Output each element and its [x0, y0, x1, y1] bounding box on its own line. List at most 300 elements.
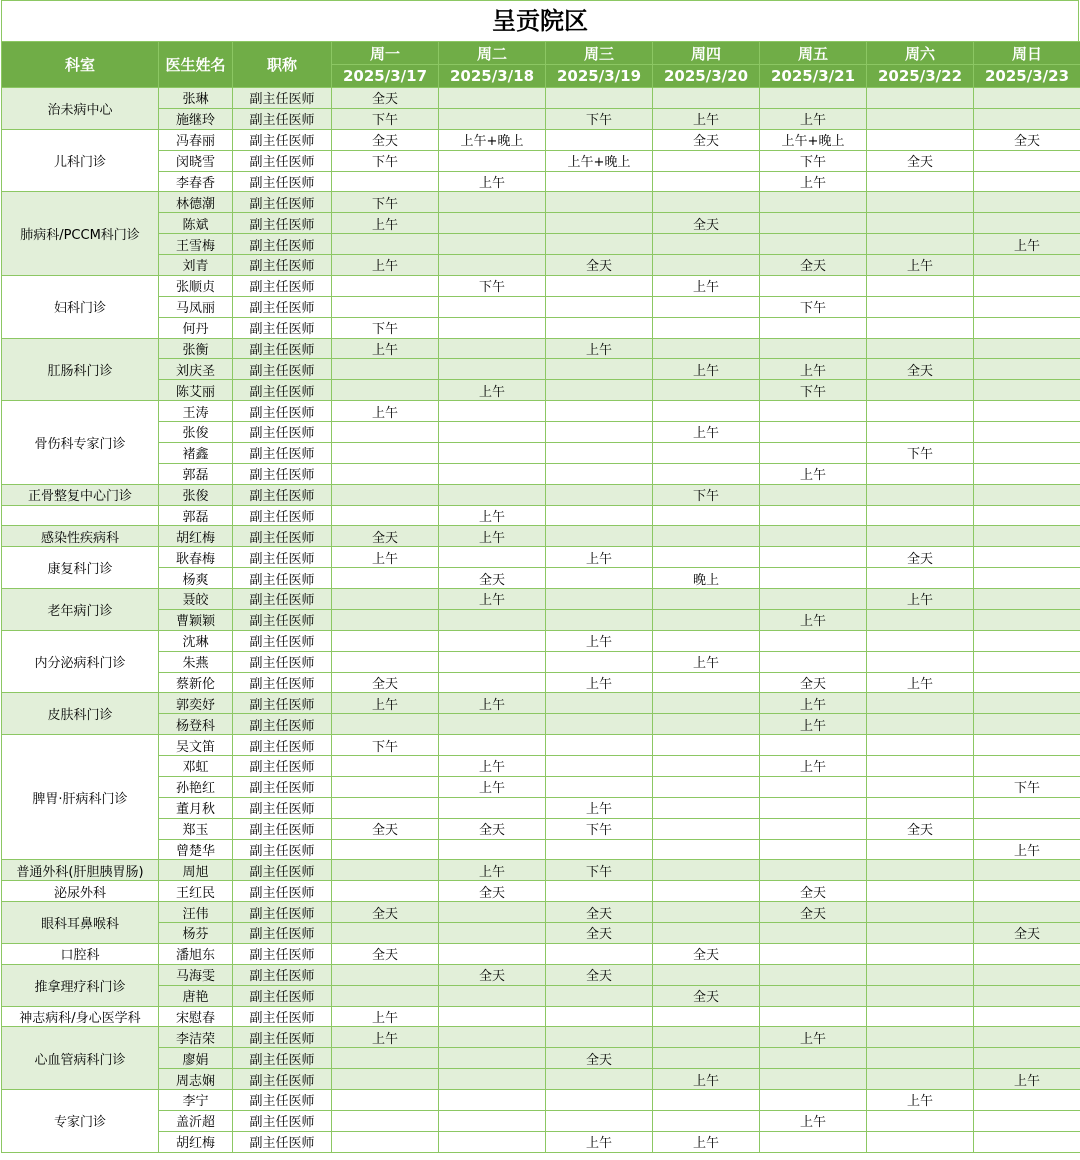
schedule-cell [760, 192, 867, 213]
schedule-cell [439, 234, 546, 255]
doctor-name-cell: 李洁荣 [159, 1027, 233, 1048]
schedule-cell [332, 380, 439, 401]
schedule-cell [867, 735, 974, 756]
table-row [2, 568, 1080, 589]
table-row [2, 756, 1080, 777]
schedule-cell: 上午 [332, 338, 439, 359]
schedule-cell [332, 964, 439, 985]
schedule-cell: 全天 [867, 359, 974, 380]
schedule-cell [332, 797, 439, 818]
schedule-cell [974, 88, 1080, 109]
doctor-name-cell: 曹颖颖 [159, 609, 233, 630]
schedule-cell: 全天 [439, 964, 546, 985]
schedule-cell [653, 255, 760, 276]
schedule-cell [974, 902, 1080, 923]
schedule-cell [546, 234, 653, 255]
schedule-cell [760, 839, 867, 860]
table-row [2, 818, 1080, 839]
schedule-cell [974, 756, 1080, 777]
schedule-cell [760, 1048, 867, 1069]
department-cell: 神志病科/身心医学科 [2, 1006, 159, 1027]
schedule-cell [974, 1110, 1080, 1131]
doctor-name-cell: 施继玲 [159, 108, 233, 129]
schedule-cell [974, 296, 1080, 317]
schedule-cell [867, 1048, 974, 1069]
schedule-cell [332, 442, 439, 463]
doctor-title-cell: 副主任医师 [233, 568, 332, 589]
table-row [2, 526, 1080, 547]
schedule-cell [974, 442, 1080, 463]
doctor-title-cell: 副主任医师 [233, 1110, 332, 1131]
doctor-name-cell: 褚鑫 [159, 442, 233, 463]
schedule-cell [546, 1069, 653, 1090]
table-row [2, 1048, 1080, 1069]
schedule-cell: 全天 [653, 213, 760, 234]
table-header [2, 42, 1080, 88]
schedule-cell: 全天 [332, 943, 439, 964]
schedule-cell [974, 714, 1080, 735]
doctor-title-cell: 副主任医师 [233, 484, 332, 505]
doctor-title-cell: 副主任医师 [233, 192, 332, 213]
schedule-cell: 下午 [760, 380, 867, 401]
schedule-cell [867, 630, 974, 651]
schedule-cell [332, 1131, 439, 1152]
schedule-cell [546, 171, 653, 192]
schedule-cell [974, 568, 1080, 589]
department-cell: 老年病门诊 [2, 589, 159, 631]
doctor-name-cell: 闵晓雪 [159, 150, 233, 171]
schedule-cell: 全天 [760, 902, 867, 923]
schedule-cell [546, 422, 653, 443]
schedule-cell [439, 1048, 546, 1069]
schedule-cell [653, 234, 760, 255]
schedule-cell: 上午 [760, 714, 867, 735]
column-header-weekday: 周四 [653, 42, 760, 65]
schedule-cell [439, 192, 546, 213]
schedule-cell: 全天 [332, 526, 439, 547]
schedule-cell: 全天 [332, 129, 439, 150]
schedule-sheet [1, 0, 1079, 1153]
table-row [2, 1069, 1080, 1090]
doctor-name-cell: 王雪梅 [159, 234, 233, 255]
schedule-cell [332, 776, 439, 797]
schedule-cell [867, 380, 974, 401]
doctor-name-cell: 董月秋 [159, 797, 233, 818]
schedule-cell: 下午 [760, 296, 867, 317]
doctor-name-cell: 杨芬 [159, 923, 233, 944]
doctor-title-cell: 副主任医师 [233, 401, 332, 422]
schedule-cell: 全天 [653, 943, 760, 964]
schedule-cell [546, 442, 653, 463]
schedule-cell [760, 317, 867, 338]
schedule-cell: 上午 [760, 756, 867, 777]
table-row [2, 422, 1080, 443]
doctor-title-cell: 副主任医师 [233, 839, 332, 860]
schedule-cell [867, 317, 974, 338]
table-row [2, 1090, 1080, 1111]
doctor-title-cell: 副主任医师 [233, 1048, 332, 1069]
schedule-cell: 全天 [546, 964, 653, 985]
schedule-cell [546, 192, 653, 213]
column-header-weekday: 周二 [439, 42, 546, 65]
schedule-cell [653, 902, 760, 923]
schedule-cell [332, 985, 439, 1006]
doctor-title-cell: 副主任医师 [233, 296, 332, 317]
schedule-cell [974, 380, 1080, 401]
schedule-cell [867, 902, 974, 923]
schedule-cell [546, 1110, 653, 1131]
doctor-title-cell: 副主任医师 [233, 985, 332, 1006]
schedule-cell [974, 630, 1080, 651]
schedule-cell [653, 296, 760, 317]
table-row [2, 630, 1080, 651]
schedule-cell [760, 923, 867, 944]
schedule-cell [332, 589, 439, 610]
department-cell: 感染性疾病科 [2, 526, 159, 547]
doctor-title-cell: 副主任医师 [233, 150, 332, 171]
schedule-cell [974, 651, 1080, 672]
column-header-date: 2025/3/22 [867, 65, 974, 88]
doctor-name-cell: 马凤丽 [159, 296, 233, 317]
schedule-cell [867, 463, 974, 484]
department-cell: 儿科门诊 [2, 129, 159, 192]
schedule-cell [974, 881, 1080, 902]
department-cell: 肺病科/PCCM科门诊 [2, 192, 159, 276]
schedule-cell: 全天 [439, 881, 546, 902]
doctor-name-cell: 何丹 [159, 317, 233, 338]
schedule-cell [332, 1110, 439, 1131]
schedule-cell [974, 1048, 1080, 1069]
schedule-cell: 上午 [546, 672, 653, 693]
column-header-weekday: 周六 [867, 42, 974, 65]
schedule-cell: 上午 [546, 797, 653, 818]
doctor-name-cell: 陈斌 [159, 213, 233, 234]
schedule-cell [439, 463, 546, 484]
schedule-cell [439, 672, 546, 693]
schedule-cell [974, 526, 1080, 547]
schedule-cell [546, 296, 653, 317]
table-row [2, 108, 1080, 129]
doctor-title-cell: 副主任医师 [233, 234, 332, 255]
schedule-cell [653, 171, 760, 192]
schedule-cell [760, 422, 867, 443]
department-cell: 口腔科 [2, 943, 159, 964]
department-cell: 皮肤科门诊 [2, 693, 159, 735]
schedule-cell [653, 797, 760, 818]
doctor-title-cell: 副主任医师 [233, 505, 332, 526]
doctor-name-cell: 吴文笛 [159, 735, 233, 756]
schedule-cell: 全天 [546, 923, 653, 944]
schedule-cell [332, 1069, 439, 1090]
schedule-cell [974, 317, 1080, 338]
schedule-cell: 上午 [653, 422, 760, 443]
doctor-title-cell: 副主任医师 [233, 776, 332, 797]
header-row-weekdays [2, 42, 1080, 65]
schedule-cell [546, 1006, 653, 1027]
department-cell: 骨伤科专家门诊 [2, 401, 159, 485]
schedule-cell [439, 985, 546, 1006]
schedule-cell [653, 1006, 760, 1027]
schedule-cell [760, 213, 867, 234]
table-row [2, 255, 1080, 276]
schedule-cell [760, 442, 867, 463]
department-cell: 专家门诊 [2, 1090, 159, 1153]
schedule-cell [974, 693, 1080, 714]
schedule-cell: 上午 [653, 359, 760, 380]
schedule-cell [867, 192, 974, 213]
schedule-cell [332, 839, 439, 860]
schedule-cell [653, 150, 760, 171]
schedule-cell [439, 547, 546, 568]
schedule-cell [760, 505, 867, 526]
schedule-cell: 下午 [439, 275, 546, 296]
schedule-cell [974, 589, 1080, 610]
department-cell: 妇科门诊 [2, 275, 159, 338]
schedule-cell [439, 902, 546, 923]
schedule-cell [867, 1069, 974, 1090]
schedule-cell: 上午 [760, 171, 867, 192]
schedule-cell: 全天 [546, 1048, 653, 1069]
table-row [2, 735, 1080, 756]
schedule-cell: 上午 [760, 1027, 867, 1048]
table-row [2, 1006, 1080, 1027]
schedule-cell [653, 609, 760, 630]
table-row [2, 923, 1080, 944]
schedule-cell [653, 964, 760, 985]
schedule-cell [653, 630, 760, 651]
schedule-cell [653, 881, 760, 902]
schedule-cell [974, 797, 1080, 818]
department-cell: 肛肠科门诊 [2, 338, 159, 401]
schedule-cell [439, 359, 546, 380]
doctor-title-cell: 副主任医师 [233, 380, 332, 401]
schedule-cell [332, 505, 439, 526]
doctor-title-cell: 副主任医师 [233, 630, 332, 651]
schedule-cell [760, 88, 867, 109]
schedule-cell [439, 1131, 546, 1152]
doctor-name-cell: 张衡 [159, 338, 233, 359]
schedule-cell [867, 943, 974, 964]
doctor-title-cell: 副主任医师 [233, 714, 332, 735]
table-row [2, 902, 1080, 923]
schedule-cell: 上午 [546, 547, 653, 568]
schedule-cell [332, 1090, 439, 1111]
doctor-name-cell: 耿春梅 [159, 547, 233, 568]
schedule-cell [439, 1027, 546, 1048]
schedule-cell [332, 923, 439, 944]
doctor-name-cell: 周旭 [159, 860, 233, 881]
schedule-cell [546, 693, 653, 714]
doctor-name-cell: 刘庆圣 [159, 359, 233, 380]
schedule-cell [439, 317, 546, 338]
schedule-cell: 上午 [760, 1110, 867, 1131]
schedule-cell [332, 296, 439, 317]
schedule-cell [760, 1006, 867, 1027]
schedule-cell: 上午 [653, 1131, 760, 1152]
department-cell: 康复科门诊 [2, 547, 159, 589]
schedule-cell: 上午 [867, 255, 974, 276]
schedule-cell [867, 88, 974, 109]
schedule-cell: 下午 [332, 150, 439, 171]
schedule-cell [760, 985, 867, 1006]
schedule-cell [974, 338, 1080, 359]
schedule-cell [760, 943, 867, 964]
schedule-cell [653, 923, 760, 944]
schedule-cell [439, 484, 546, 505]
schedule-cell [653, 735, 760, 756]
schedule-cell [546, 839, 653, 860]
schedule-cell [867, 526, 974, 547]
table-row [2, 943, 1080, 964]
schedule-cell [653, 401, 760, 422]
schedule-cell [974, 1006, 1080, 1027]
doctor-name-cell: 朱燕 [159, 651, 233, 672]
schedule-cell [760, 1090, 867, 1111]
schedule-cell [653, 526, 760, 547]
schedule-cell [867, 129, 974, 150]
schedule-cell [974, 108, 1080, 129]
doctor-name-cell: 杨爽 [159, 568, 233, 589]
doctor-name-cell: 马海雯 [159, 964, 233, 985]
schedule-cell: 全天 [867, 150, 974, 171]
schedule-cell [546, 985, 653, 1006]
schedule-cell [867, 422, 974, 443]
schedule-cell [974, 484, 1080, 505]
schedule-cell [332, 359, 439, 380]
schedule-cell [867, 1027, 974, 1048]
table-row [2, 171, 1080, 192]
doctor-title-cell: 副主任医师 [233, 359, 332, 380]
schedule-cell [760, 547, 867, 568]
schedule-cell [760, 964, 867, 985]
schedule-cell [974, 672, 1080, 693]
schedule-cell [867, 505, 974, 526]
table-row [2, 1110, 1080, 1131]
schedule-cell: 上午 [653, 275, 760, 296]
doctor-title-cell: 副主任医师 [233, 526, 332, 547]
schedule-cell: 上午 [760, 693, 867, 714]
schedule-cell [653, 88, 760, 109]
table-row [2, 672, 1080, 693]
schedule-cell [439, 108, 546, 129]
table-row [2, 463, 1080, 484]
schedule-cell: 上午 [332, 255, 439, 276]
schedule-cell: 上午 [439, 589, 546, 610]
doctor-title-cell: 副主任医师 [233, 609, 332, 630]
doctor-name-cell: 蔡新伦 [159, 672, 233, 693]
doctor-title-cell: 副主任医师 [233, 275, 332, 296]
department-cell: 治未病中心 [2, 88, 159, 130]
schedule-cell: 全天 [546, 902, 653, 923]
doctor-title-cell: 副主任医师 [233, 442, 332, 463]
schedule-cell [439, 1006, 546, 1027]
doctor-title-cell: 副主任医师 [233, 1069, 332, 1090]
schedule-cell: 上午 [439, 171, 546, 192]
schedule-cell: 上午 [332, 401, 439, 422]
schedule-cell [546, 213, 653, 234]
department-cell: 正骨整复中心门诊 [2, 484, 159, 505]
schedule-table [1, 41, 1080, 1153]
schedule-cell: 上午+晚上 [760, 129, 867, 150]
schedule-cell [439, 88, 546, 109]
schedule-cell: 全天 [653, 129, 760, 150]
doctor-title-cell: 副主任医师 [233, 88, 332, 109]
doctor-title-cell: 副主任医师 [233, 651, 332, 672]
schedule-cell [546, 88, 653, 109]
schedule-cell [653, 463, 760, 484]
department-cell: 心血管病科门诊 [2, 1027, 159, 1090]
schedule-cell: 上午+晚上 [439, 129, 546, 150]
schedule-cell: 下午 [546, 818, 653, 839]
doctor-name-cell: 郭磊 [159, 505, 233, 526]
schedule-cell [332, 463, 439, 484]
doctor-title-cell: 副主任医师 [233, 129, 332, 150]
department-cell [2, 505, 159, 526]
schedule-cell [974, 818, 1080, 839]
schedule-cell [974, 860, 1080, 881]
schedule-cell [974, 505, 1080, 526]
column-header-weekday: 周五 [760, 42, 867, 65]
schedule-cell [867, 609, 974, 630]
column-header-date: 2025/3/18 [439, 65, 546, 88]
doctor-name-cell: 郑玉 [159, 818, 233, 839]
schedule-cell [760, 818, 867, 839]
schedule-cell [974, 547, 1080, 568]
schedule-cell [439, 255, 546, 276]
schedule-cell [546, 776, 653, 797]
column-header-date: 2025/3/20 [653, 65, 760, 88]
table-row [2, 234, 1080, 255]
schedule-cell [546, 714, 653, 735]
schedule-cell [760, 797, 867, 818]
schedule-cell [546, 505, 653, 526]
schedule-cell [867, 756, 974, 777]
schedule-cell [760, 338, 867, 359]
schedule-cell [439, 401, 546, 422]
schedule-cell [760, 234, 867, 255]
schedule-cell [546, 1090, 653, 1111]
schedule-cell [332, 568, 439, 589]
schedule-cell: 上午 [439, 756, 546, 777]
schedule-cell [546, 881, 653, 902]
schedule-cell [439, 943, 546, 964]
schedule-cell [653, 338, 760, 359]
schedule-cell [867, 213, 974, 234]
column-header-date: 2025/3/23 [974, 65, 1080, 88]
schedule-cell: 全天 [867, 547, 974, 568]
table-row [2, 651, 1080, 672]
doctor-name-cell: 沈琳 [159, 630, 233, 651]
table-row [2, 1027, 1080, 1048]
table-row [2, 776, 1080, 797]
doctor-name-cell: 冯春丽 [159, 129, 233, 150]
doctor-name-cell: 胡红梅 [159, 1131, 233, 1152]
schedule-cell: 上午 [332, 547, 439, 568]
table-row [2, 860, 1080, 881]
doctor-name-cell: 邓虹 [159, 756, 233, 777]
schedule-cell [439, 338, 546, 359]
doctor-title-cell: 副主任医师 [233, 943, 332, 964]
table-row [2, 401, 1080, 422]
table-body [2, 88, 1080, 1153]
schedule-cell [760, 401, 867, 422]
schedule-cell: 下午 [332, 735, 439, 756]
schedule-cell [653, 714, 760, 735]
schedule-cell [974, 1131, 1080, 1152]
doctor-name-cell: 林德潮 [159, 192, 233, 213]
table-row [2, 589, 1080, 610]
schedule-cell [760, 589, 867, 610]
